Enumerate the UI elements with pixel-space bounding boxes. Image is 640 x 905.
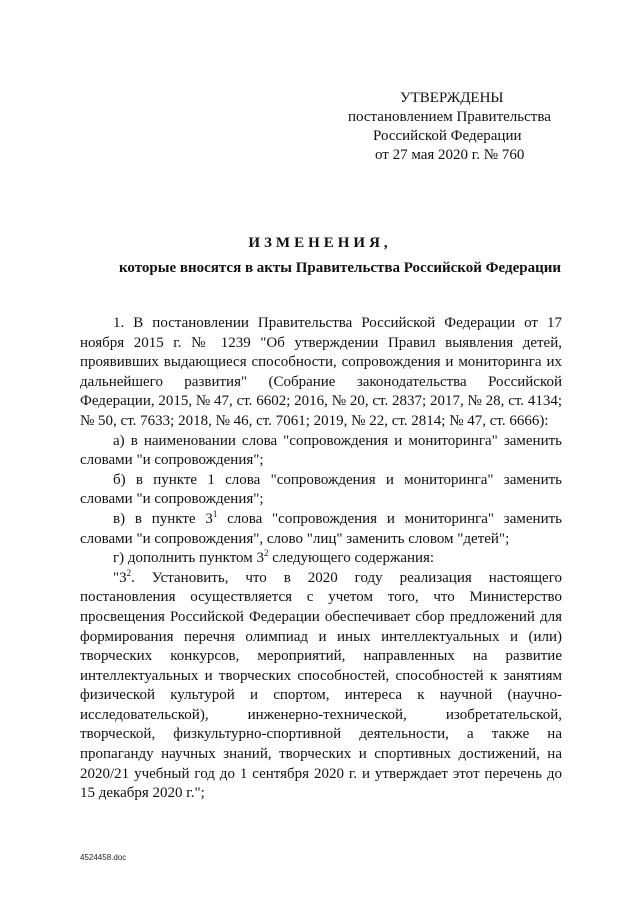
document-subtitle: которые вносятся в акты Правительства Российской Федерации: [118, 260, 562, 276]
document-title: ИЗМЕНЕНИЯ,: [248, 235, 392, 251]
item-1-paragraph: 1. В постановлении Правительства Российской Федерации от 17 ноября 2015 г. № 1239 "Об утверждении Правил выявления детей, проявивших выдающиеся способности, сопровождения и мониторинга их дальнейшего развития" (Собрание законодательства Российской Федерации, 2015, № 47, ст. 6602; 2016, № 20, ст. 2837; 2017, № 28, ст. 4134; № 50, ст. 7633; 2018, № 46, ст. 7061; 2019, № 22, ст. 2814; № 47, ст. 6666):: [80, 315, 562, 429]
subitem-a-paragraph: а) в наименовании слова "сопровождения и мониторинга" заменить словами "и сопровождения";: [80, 432, 562, 469]
subitem-v-text-start: в) в пункте 3: [113, 510, 213, 527]
subitem-g-paragraph: [80, 549, 562, 569]
quoted-clause-paragraph: [80, 569, 562, 804]
approval-line-date: от 27 мая 2020 г. № 760: [375, 147, 525, 163]
file-code: 4524458.doc: [80, 853, 127, 862]
subitem-v-paragraph: [80, 510, 562, 549]
approval-line-decree: постановлением Правительства: [348, 109, 551, 125]
subitem-v-superscript: 1: [212, 508, 218, 519]
subitem-v-text-end: слова "сопровождения и мониторинга" заменить словами "и сопровождения", слово "лиц" заменить словом "детей";: [80, 510, 562, 547]
quoted-clause-text-start: "3: [113, 569, 127, 586]
document-body: [80, 314, 562, 804]
subitem-g-superscript: 2: [264, 548, 269, 559]
subitem-g-text-start: г) дополнить пунктом 3: [113, 550, 265, 567]
approval-line-country: Российской Федерации: [373, 128, 522, 144]
quoted-clause-superscript: 2: [126, 567, 132, 578]
approval-title: УТВЕРЖДЕНЫ: [400, 90, 504, 106]
subitem-b-paragraph: б) в пункте 1 слова "сопровождения и мониторинга" заменить словами "и сопровождения";: [80, 471, 562, 508]
approval-block: [348, 89, 588, 165]
quoted-clause-text-end: . Установить, что в 2020 году реализация настоящего постановления осуществляется с учетом того, что Министерство просвещения Российской Федерации обеспечивает сбор предложений для формирования перечня олимпиад и иных интеллектуальных и (или) творческих конкурсов, мероприятий, направленных на развитие интеллектуальных и творческих способностей, способностей к занятиям физической культурой и спортом, интереса к научной (научно-исследовательской), инженерно-технической, изобретательской, творческой, физкультурно-спортивной деятельности, а также на пропаганду научных знаний, творческих и спортивных достижений, на 2020/21 учебный год до 1 сентября 2020 г. и утверждает этот перечень до 15 декабря 2020 г.";: [80, 569, 562, 802]
subitem-g-text-end: следующего содержания:: [268, 550, 435, 567]
